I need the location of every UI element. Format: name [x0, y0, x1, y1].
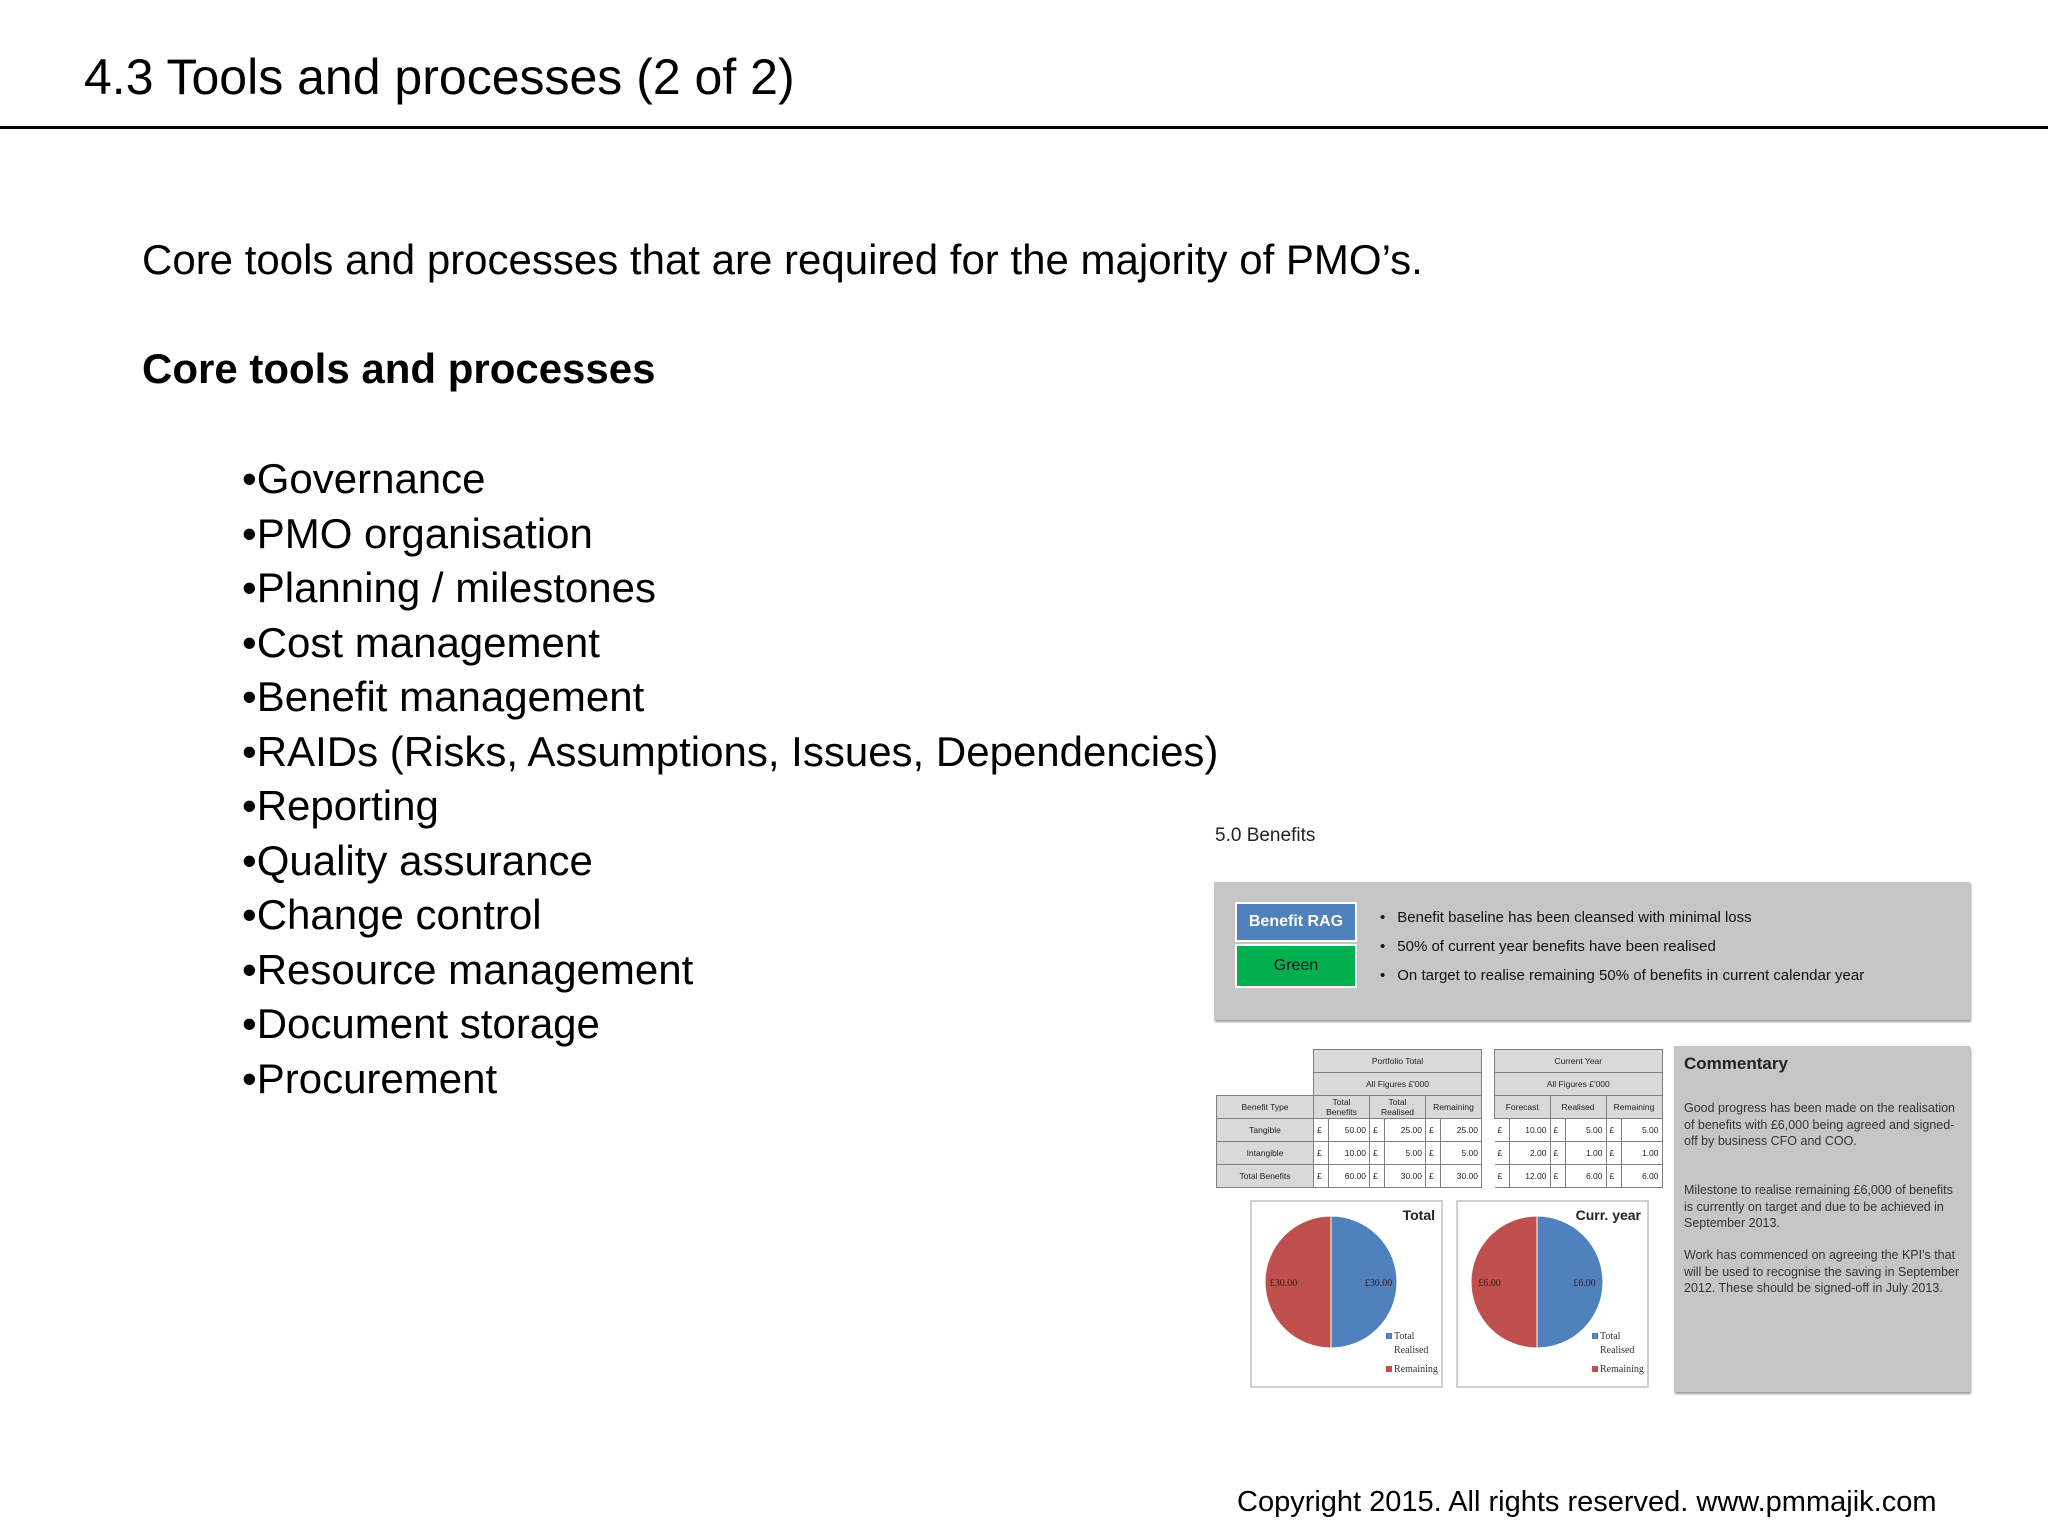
legend-swatch	[1386, 1333, 1392, 1339]
rag-label: Benefit RAG	[1235, 902, 1357, 942]
group-header: Current Year	[1495, 1050, 1663, 1073]
group-header: Portfolio Total	[1314, 1050, 1482, 1073]
pie-data-label: £6.00	[1478, 1278, 1501, 1289]
table-row: Intangible £ 10.00 £ 5.00 £ 5.00 £ 2.00 £ 1.00 £ 1.00	[1217, 1142, 1663, 1165]
tools-list	[242, 452, 1218, 1106]
commentary-title: Commentary	[1684, 1054, 1788, 1073]
legend-label: Remaining	[1394, 1364, 1438, 1375]
units-header: All Figures £'000	[1314, 1073, 1482, 1096]
list-item: • Benefit management	[242, 670, 1218, 725]
inset-title: 5.0 Benefits	[1215, 825, 1316, 846]
row-label: Intangible	[1217, 1142, 1314, 1165]
section-heading: Core tools and processes	[142, 345, 656, 392]
legend-label: Realised	[1394, 1345, 1429, 1356]
pie-chart-total	[1250, 1200, 1443, 1388]
rag-points	[1380, 908, 1864, 995]
list-item: • Reporting	[242, 779, 1218, 834]
legend-label: Remaining	[1600, 1364, 1644, 1375]
rag-panel	[1214, 882, 1970, 1020]
pie-chart-svg	[1458, 1202, 1647, 1386]
legend-label: Total	[1394, 1331, 1415, 1342]
commentary-paragraph: Work has commenced on agreeing the KPI's that will be used to recognise the saving in September 2012. These should be signed-off in July 2013.	[1684, 1248, 1960, 1295]
pie-data-label: £30.00	[1269, 1278, 1298, 1289]
pie-title: Curr. year	[1575, 1207, 1641, 1223]
pie-data-label: £30.00	[1364, 1278, 1393, 1289]
list-item: • Resource management	[242, 943, 1218, 998]
column-header: Remaining	[1426, 1096, 1482, 1119]
table-row: Tangible £ 50.00 £ 25.00 £ 25.00 £ 10.00 £ 5.00 £ 5.00	[1217, 1119, 1663, 1142]
list-item: • Planning / milestones	[242, 561, 1218, 616]
list-item: • Change control	[242, 888, 1218, 943]
row-label: Tangible	[1217, 1119, 1314, 1142]
legend-label: Total	[1600, 1331, 1621, 1342]
legend-swatch	[1386, 1366, 1392, 1372]
legend-label: Realised	[1600, 1345, 1635, 1356]
list-item: • Benefit baseline has been cleansed with minimal loss	[1380, 908, 1864, 937]
intro-text: Core tools and processes that are required for the majority of PMO’s.	[142, 236, 1423, 283]
column-header: Total Benefits	[1314, 1096, 1370, 1119]
pie-chart-current-year	[1456, 1200, 1649, 1388]
list-item: • On target to realise remaining 50% of benefits in current calendar year	[1380, 966, 1864, 995]
column-header: Realised	[1550, 1096, 1606, 1119]
column-header: Forecast	[1495, 1096, 1551, 1119]
commentary-paragraph: Milestone to realise remaining £6,000 of benefits is currently on target and due to be achieved in September 2013.	[1684, 1183, 1953, 1230]
legend-swatch	[1592, 1333, 1598, 1339]
list-item: • Governance	[242, 452, 1218, 507]
list-item: • RAIDs (Risks, Assumptions, Issues, Dependencies)	[242, 725, 1218, 780]
list-item: • Document storage	[242, 997, 1218, 1052]
copyright-footer: Copyright 2015. All rights reserved. www.pmmajik.com	[1237, 1486, 1937, 1518]
pie-chart-svg	[1252, 1202, 1441, 1386]
column-header: Benefit Type	[1217, 1096, 1314, 1119]
legend-swatch	[1592, 1366, 1598, 1372]
list-item: • Procurement	[242, 1052, 1218, 1107]
slide-title: 4.3 Tools and processes (2 of 2)	[84, 49, 795, 105]
rag-status-badge: Green	[1235, 944, 1357, 988]
commentary-panel	[1674, 1046, 1970, 1392]
benefits-report-inset	[1210, 820, 1978, 1395]
list-item: • 50% of current year benefits have been realised	[1380, 937, 1864, 966]
table-row: Total Benefits £ 60.00 £ 30.00 £ 30.00 £ 12.00 £ 6.00 £ 6.00	[1217, 1165, 1663, 1188]
list-item: • PMO organisation	[242, 507, 1218, 562]
benefits-table	[1216, 1049, 1663, 1188]
list-item: • Cost management	[242, 616, 1218, 671]
units-header: All Figures £'000	[1495, 1073, 1663, 1096]
pie-data-label: £6.00	[1573, 1278, 1596, 1289]
row-label: Total Benefits	[1217, 1165, 1314, 1188]
column-header: Total Realised	[1370, 1096, 1426, 1119]
title-rule	[0, 126, 2048, 129]
list-item: • Quality assurance	[242, 834, 1218, 889]
column-header: Remaining	[1606, 1096, 1662, 1119]
commentary-paragraph: Good progress has been made on the realisation of benefits with £6,000 being agreed and signed-off by business CFO and COO.	[1684, 1101, 1956, 1148]
pie-title: Total	[1402, 1207, 1435, 1223]
